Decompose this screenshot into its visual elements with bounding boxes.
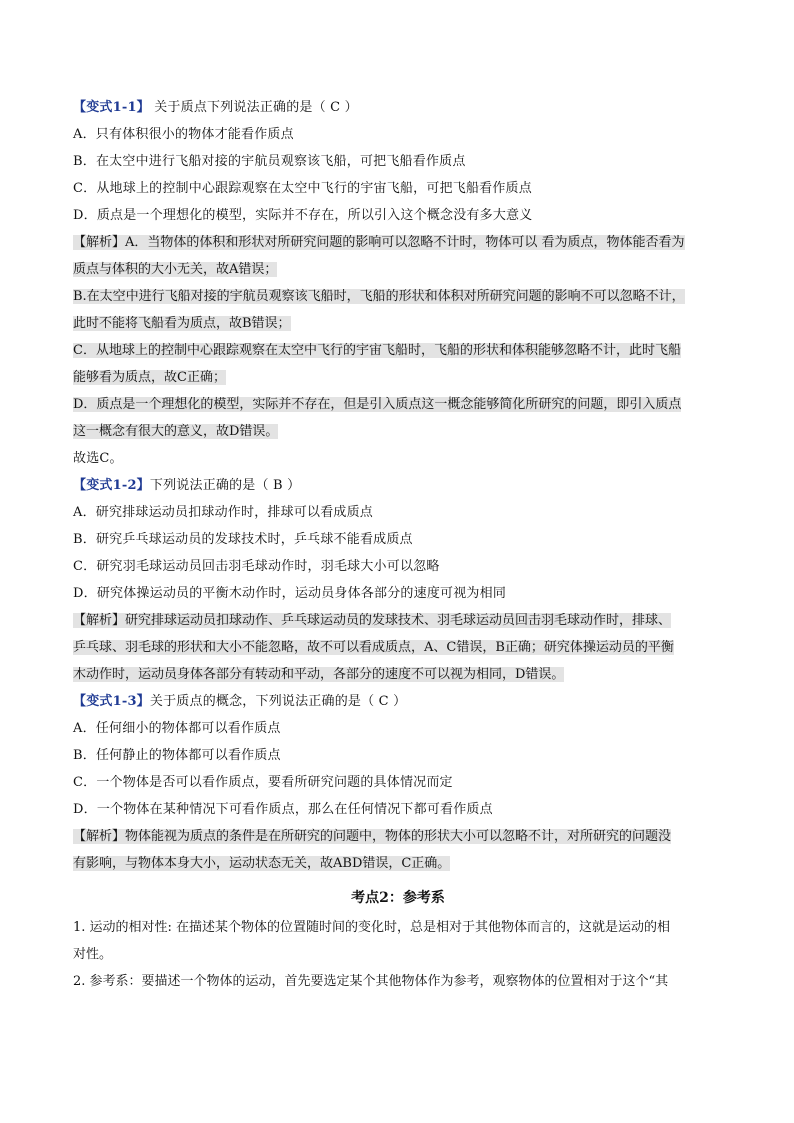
question-tag: 【变式1-2】 <box>73 478 150 493</box>
option-b: B．任何静止的物体都可以看作质点 <box>73 748 281 763</box>
question-1-2-stem <box>73 472 723 499</box>
analysis-line: 这一概念有很大的意义，故D错误。 <box>73 424 279 439</box>
analysis-line: 乒乓球、羽毛球的形状和大小不能忽略，故不可以看成质点，A、C错误，B正确；研究体操运动员的平衡 <box>73 640 674 655</box>
option-c: C．从地球上的控制中心跟踪观察在太空中飞行的宇宙飞船，可把飞船看作质点 <box>73 181 532 196</box>
question-text: 下列说法正确的是（ B ） <box>149 478 301 493</box>
analysis-line: 能够看为质点，故C正确； <box>73 370 226 385</box>
analysis-line: 【解析】A．当物体的体积和形状对所研究问题的影响可以忽略不计时，物体可以 看为质点，物体能否看为 <box>73 235 685 250</box>
paragraph-line: 对性。 <box>73 947 113 962</box>
paragraph-line: 2. 参考系：要描述一个物体的运动，首先要选定某个其他物体作为参考，观察物体的位置相对于这个“其 <box>73 974 669 989</box>
analysis-line: 质点与体积的大小无关，故A错误； <box>73 262 278 277</box>
option-d: D．研究体操运动员的平衡木动作时，运动员身体各部分的速度可视为相同 <box>73 586 507 601</box>
option-a: A．研究排球运动员扣球动作时，排球可以看成质点 <box>73 505 373 520</box>
option-a: A．任何细小的物体都可以看作质点 <box>73 721 281 736</box>
section-title: 考点2：参考系 <box>351 890 445 906</box>
analysis-block <box>73 229 723 445</box>
analysis-line: B.在太空中进行飞船对接的宇航员观察该飞船时，飞船的形状和体积对所研究问题的影响不可以忽略不计， <box>73 289 685 304</box>
option-b: B．研究乒乓球运动员的发球技术时，乒乓球不能看成质点 <box>73 532 413 547</box>
question-text: 关于质点的概念，下列说法正确的是（ C ） <box>149 694 407 709</box>
analysis-block <box>73 607 723 688</box>
analysis-line: 木动作时，运动员身体各部分有转动和平动，各部分的速度不可以视为相同，D错误。 <box>73 667 565 682</box>
analysis-line: 【解析】研究排球运动员扣球动作、乒乓球运动员的发球技术、羽毛球运动员回击羽毛球动作时，排球、 <box>73 613 672 628</box>
question-tag: 【变式1-3】 <box>73 694 150 709</box>
question-tag: 【变式1-1】 <box>73 100 150 115</box>
document-page <box>73 94 723 995</box>
analysis-line: 有影响，与物体本身大小，运动状态无关，故ABD错误，C正确。 <box>73 856 451 871</box>
option-a: A．只有体积很小的物体才能看作质点 <box>73 127 294 142</box>
question-1-1-stem <box>73 94 723 121</box>
analysis-line: 【解析】物体能视为质点的条件是在所研究的问题中，物体的形状大小可以忽略不计，对所研究的问题没 <box>73 829 672 844</box>
analysis-line: D．质点是一个理想化的模型，实际并不存在，但是引入质点这一概念能够简化所研究的问题，即引入质点 <box>73 397 682 412</box>
analysis-line: C．从地球上的控制中心跟踪观察在太空中飞行的宇宙飞船时，飞船的形状和体积能够忽略不计，此时飞船 <box>73 343 681 358</box>
paragraph-line: 1. 运动的相对性: 在描述某个物体的位置随时间的变化时，总是相对于其他物体而言的，这就是运动的相 <box>73 920 671 935</box>
option-b: B．在太空中进行飞船对接的宇航员观察该飞船，可把飞船看作质点 <box>73 154 466 169</box>
conclusion: 故选C。 <box>73 451 123 466</box>
option-d: D．一个物体在某种情况下可看作质点，那么在任何情况下都可看作质点 <box>73 802 493 817</box>
analysis-block <box>73 823 723 877</box>
section-body <box>73 914 723 995</box>
option-c: C．一个物体是否可以看作质点，要看所研究问题的具体情况而定 <box>73 775 453 790</box>
question-text: 关于质点下列说法正确的是（ C ） <box>149 100 358 115</box>
option-c: C．研究羽毛球运动员回击羽毛球动作时，羽毛球大小可以忽略 <box>73 559 440 574</box>
analysis-line: 此时不能将飞船看为质点，故B错误； <box>73 316 291 331</box>
question-1-3-stem <box>73 688 723 715</box>
option-d: D．质点是一个理想化的模型，实际并不存在，所以引入这个概念没有多大意义 <box>73 208 533 223</box>
